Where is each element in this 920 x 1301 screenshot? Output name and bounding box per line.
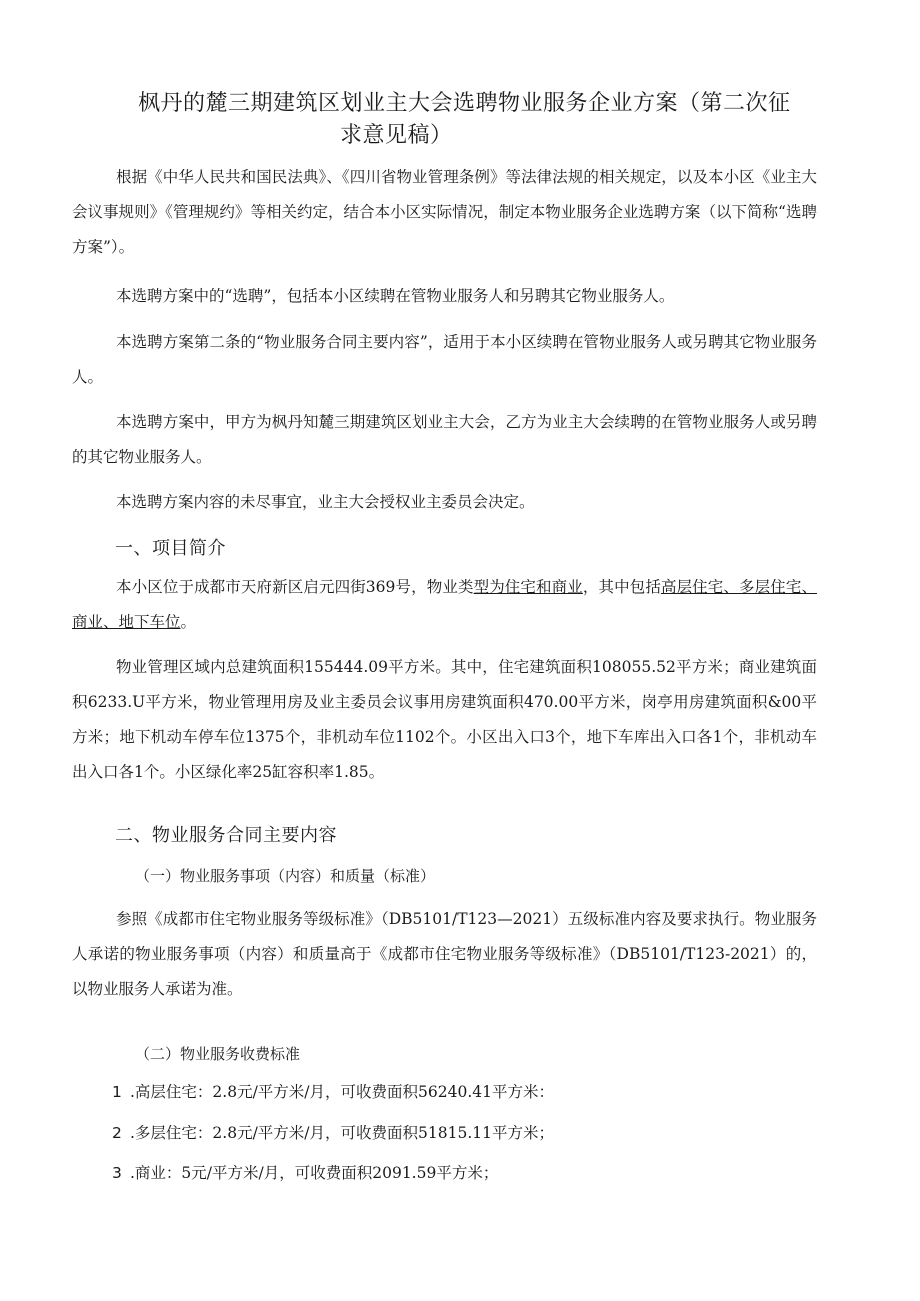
fee-item-text: .多层住宅：2.8元/平方米/月，可收费面积51815.11平方米； bbox=[130, 1124, 554, 1142]
includes-text: ，其中包括 bbox=[582, 578, 661, 596]
section-1-heading: 一、项目简介 bbox=[115, 538, 226, 559]
period-text: 。 bbox=[180, 613, 197, 631]
subsection-2-heading: （二）物业服务收费标准 bbox=[135, 1045, 301, 1063]
title-line-2: 求意见稿） bbox=[340, 123, 453, 148]
fee-item-number: 2 bbox=[112, 1124, 122, 1142]
section-1-paragraph-1 bbox=[72, 570, 817, 640]
section-1-paragraph-2: 物业管理区域内总建筑面积155444.09平方米。其中，住宅建筑面积108055.52平方米；商业建筑面积6233.U平方米，物业管理用房及业主委员会议事用房建筑面积470.00平方米，岗亭用房建筑面积&00平方米；地下机动车停车位1375个，非机动车位1102个。小区出入口3个，地下车库出入口各1个，非机动车出入口各1个。小区绿化率25缸容积率1.85。 bbox=[72, 658, 817, 781]
section-2-heading: 二、物业服务合同主要内容 bbox=[115, 825, 337, 846]
fee-item bbox=[112, 1080, 554, 1104]
intro-paragraph-5: 本选聘方案内容的未尽事宜，业主大会授权业主委员会决定。 bbox=[116, 493, 535, 511]
property-components-text: 高层住宅、多层住宅、商业、地下车位 bbox=[72, 578, 817, 631]
property-type-text: 型为住宅和商业 bbox=[473, 578, 583, 596]
location-text: 本小区位于成都市天府新区启元四街369号，物业类 bbox=[116, 578, 474, 596]
subsection-1-paragraph: 参照《成都市住宅物业服务等级标准》（DB5101/T123—2021）五级标准内容及要求执行。物业服务人承诺的物业服务事项（内容）和质量高于《成都市住宅物业服务等级标准》（DB5101/T123-2021）的，以物业服务人承诺为准。 bbox=[72, 910, 817, 998]
intro-paragraph-4: 本选聘方案中，甲方为枫丹知麓三期建筑区划业主大会，乙方为业主大会续聘的在管物业服务人或另聘的其它物业服务人。 bbox=[72, 413, 817, 466]
intro-paragraph-3: 本选聘方案第二条的“物业服务合同主要内容”，适用于本小区续聘在管物业服务人或另聘其它物业服务人。 bbox=[72, 333, 817, 386]
intro-paragraph-2: 本选聘方案中的“选聘”，包括本小区续聘在管物业服务人和另聘其它物业服务人。 bbox=[116, 287, 675, 305]
fee-item bbox=[112, 1161, 498, 1185]
document-title bbox=[138, 88, 838, 152]
subsection-1-heading: （一）物业服务事项（内容）和质量（标准） bbox=[135, 867, 436, 885]
fee-item-text: .高层住宅：2.8元/平方米/月，可收费面积56240.41平方米： bbox=[130, 1083, 554, 1101]
intro-paragraph-1: 根据《中华人民共和国民法典》、《四川省物业管理条例》等法律法规的相关规定，以及本小区《业主大会议事规则》《管理规约》等相关约定，结合本小区实际情况，制定本物业服务企业选聘方案（以下简称“选聘方案”）。 bbox=[72, 168, 817, 256]
title-line-1: 枫丹的麓三期建筑区划业主大会选聘物业服务企业方案（第二次征 bbox=[138, 91, 791, 116]
fee-item-text: .商业：5元/平方米/月，可收费面积2091.59平方米； bbox=[130, 1164, 499, 1182]
fee-item-number: 3 bbox=[112, 1164, 122, 1182]
fee-item bbox=[112, 1121, 554, 1145]
fee-item-number: 1 bbox=[112, 1083, 122, 1101]
